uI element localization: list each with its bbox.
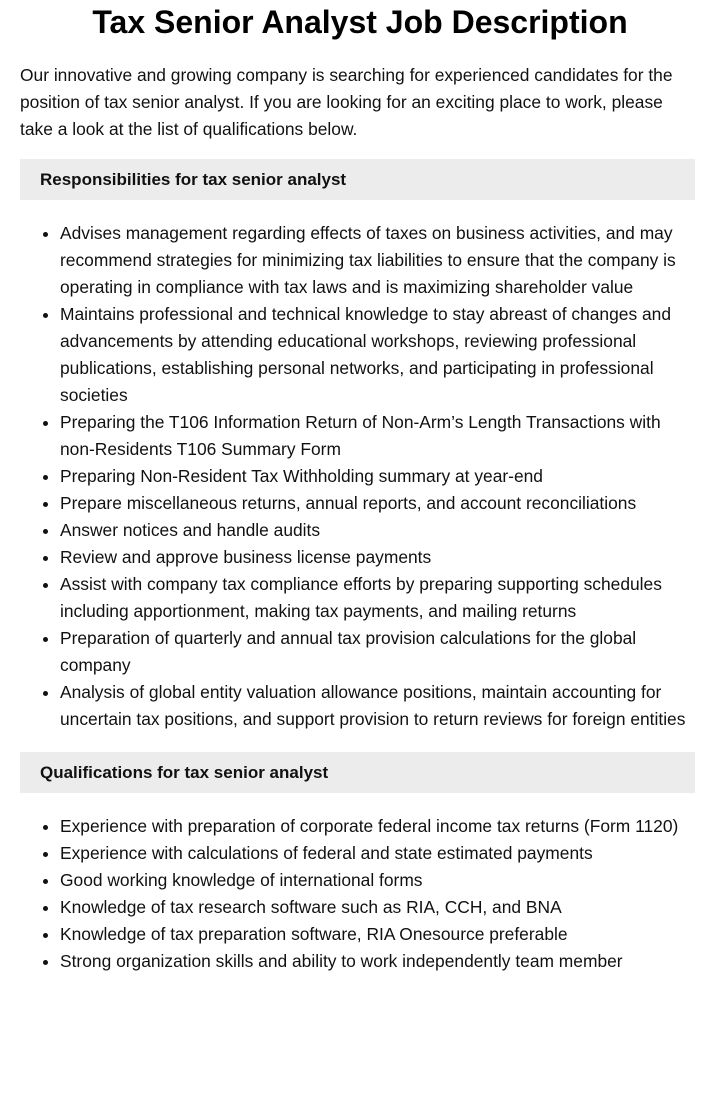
list-item: • Analysis of global entity valuation allowance positions, maintain accounting for uncertain tax positions, and support provision to return reviews for foreign entities — [60, 679, 700, 733]
list-item: • Prepare miscellaneous returns, annual reports, and account reconciliations — [60, 490, 700, 517]
intro-paragraph: Our innovative and growing company is searching for experienced candidates for the position of tax senior analyst. If you are looking for an exciting place to work, please take a look at the list of qualifications below. — [20, 65, 673, 139]
list-item: • Preparation of quarterly and annual tax provision calculations for the global company — [60, 625, 700, 679]
list-item: • Preparing the T106 Information Return of Non-Arm’s Length Transactions with non-Residents T106 Summary Form — [60, 409, 700, 463]
list-item: • Answer notices and handle audits — [60, 517, 700, 544]
list-item: • Review and approve business license payments — [60, 544, 700, 571]
qualifications-heading: Qualifications for tax senior analyst — [20, 752, 695, 793]
list-item: • Advises management regarding effects of taxes on business activities, and may recommend strategies for minimizing tax liabilities to ensure that the company is operating in compliance with tax laws and is maximizing shareholder value — [60, 220, 700, 301]
list-item: • Experience with calculations of federal and state estimated payments — [60, 840, 700, 867]
responsibilities-list — [20, 220, 700, 733]
list-item: • Preparing Non-Resident Tax Withholding summary at year-end — [60, 463, 700, 490]
page-title: Tax Senior Analyst Job Description — [92, 4, 628, 40]
list-item: • Maintains professional and technical knowledge to stay abreast of changes and advancements by attending educational workshops, reviewing professional publications, establishing personal networks, and participating in professional societies — [60, 301, 700, 409]
qualifications-list — [20, 813, 700, 975]
list-item: • Knowledge of tax preparation software, RIA Onesource preferable — [60, 921, 700, 948]
list-item: • Assist with company tax compliance efforts by preparing supporting schedules including apportionment, making tax payments, and mailing returns — [60, 571, 700, 625]
responsibilities-heading: Responsibilities for tax senior analyst — [20, 159, 695, 200]
list-item: • Knowledge of tax research software such as RIA, CCH, and BNA — [60, 894, 700, 921]
list-item: • Experience with preparation of corporate federal income tax returns (Form 1120) — [60, 813, 700, 840]
list-item: • Strong organization skills and ability to work independently team member — [60, 948, 700, 975]
list-item: • Good working knowledge of international forms — [60, 867, 700, 894]
